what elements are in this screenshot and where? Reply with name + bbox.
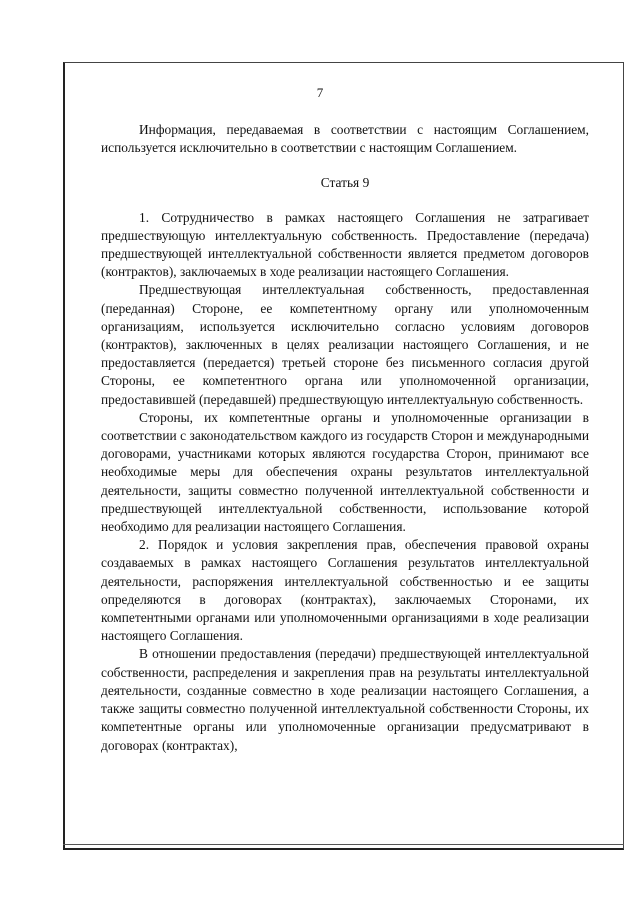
paragraph-3: Стороны, их компетентные органы и уполномоченные организации в соответствии с законодательством каждого из государств Сторон и международными договорами, участниками которых являются государства Сторон, принимают все необходимые меры для обеспечения охраны результатов интеллектуальной деятельности, защиты совместно полученной интеллектуальной собственности и предшествующей интеллектуальной собственности, использование которой необходимо для реализации настоящего Соглашения. — [101, 409, 589, 535]
document-body — [101, 121, 589, 755]
page-border-inner-line — [63, 844, 624, 845]
paragraph-5: В отношении предоставления (передачи) предшествующей интеллектуальной собственности, распределения и закрепления прав на результаты интеллектуальной деятельности, созданные совместно в ходе реализации настоящего Соглашения, а также защиты совместно полученной интеллектуальной собственности Стороны, их компетентные органы или уполномоченные организации предусматривают в договорах (контрактах), — [101, 646, 589, 753]
paragraph-2: Предшествующая интеллектуальная собственность, предоставленная (переданная) Стороне, ее компетентному органу или уполномоченным организациям, используется исключительно согласно условиям договоров (контрактов), заключенных в целях реализации настоящего Соглашения, и не предоставляется (передается) третьей стороне без письменного согласия другой Стороны, ее компетентного органа или уполномоченной организации, предоставившей (передавшей) предшествующую интеллектуальную собственность. — [101, 282, 589, 407]
article-heading: Статья 9 — [320, 175, 370, 191]
paragraph-4: 2. Порядок и условия закрепления прав, обеспечения правовой охраны создаваемых в рамках настоящего Соглашения результатов интеллектуальной деятельности, распоряжения интеллектуальной собственностью и ее защиты определяются в договорах (контрактах), заключаемых Сторонами, их компетентными органами или уполномоченными организациями в ходе реализации настоящего Соглашения. — [101, 537, 589, 644]
paragraph-1: 1. Сотрудничество в рамках настоящего Соглашения не затрагивает предшествующую интеллектуальную собственность. Предоставление (передача) предшествующей интеллектуальной собственности является предметом договоров (контрактов), заключаемых в ходе реализации настоящего Соглашения. — [101, 209, 589, 280]
intro-paragraph: Информация, передаваемая в соответствии с настоящим Соглашением, используется исключительно в соответствии с настоящим Соглашением. — [101, 122, 589, 156]
page-number: 7 — [316, 85, 324, 100]
